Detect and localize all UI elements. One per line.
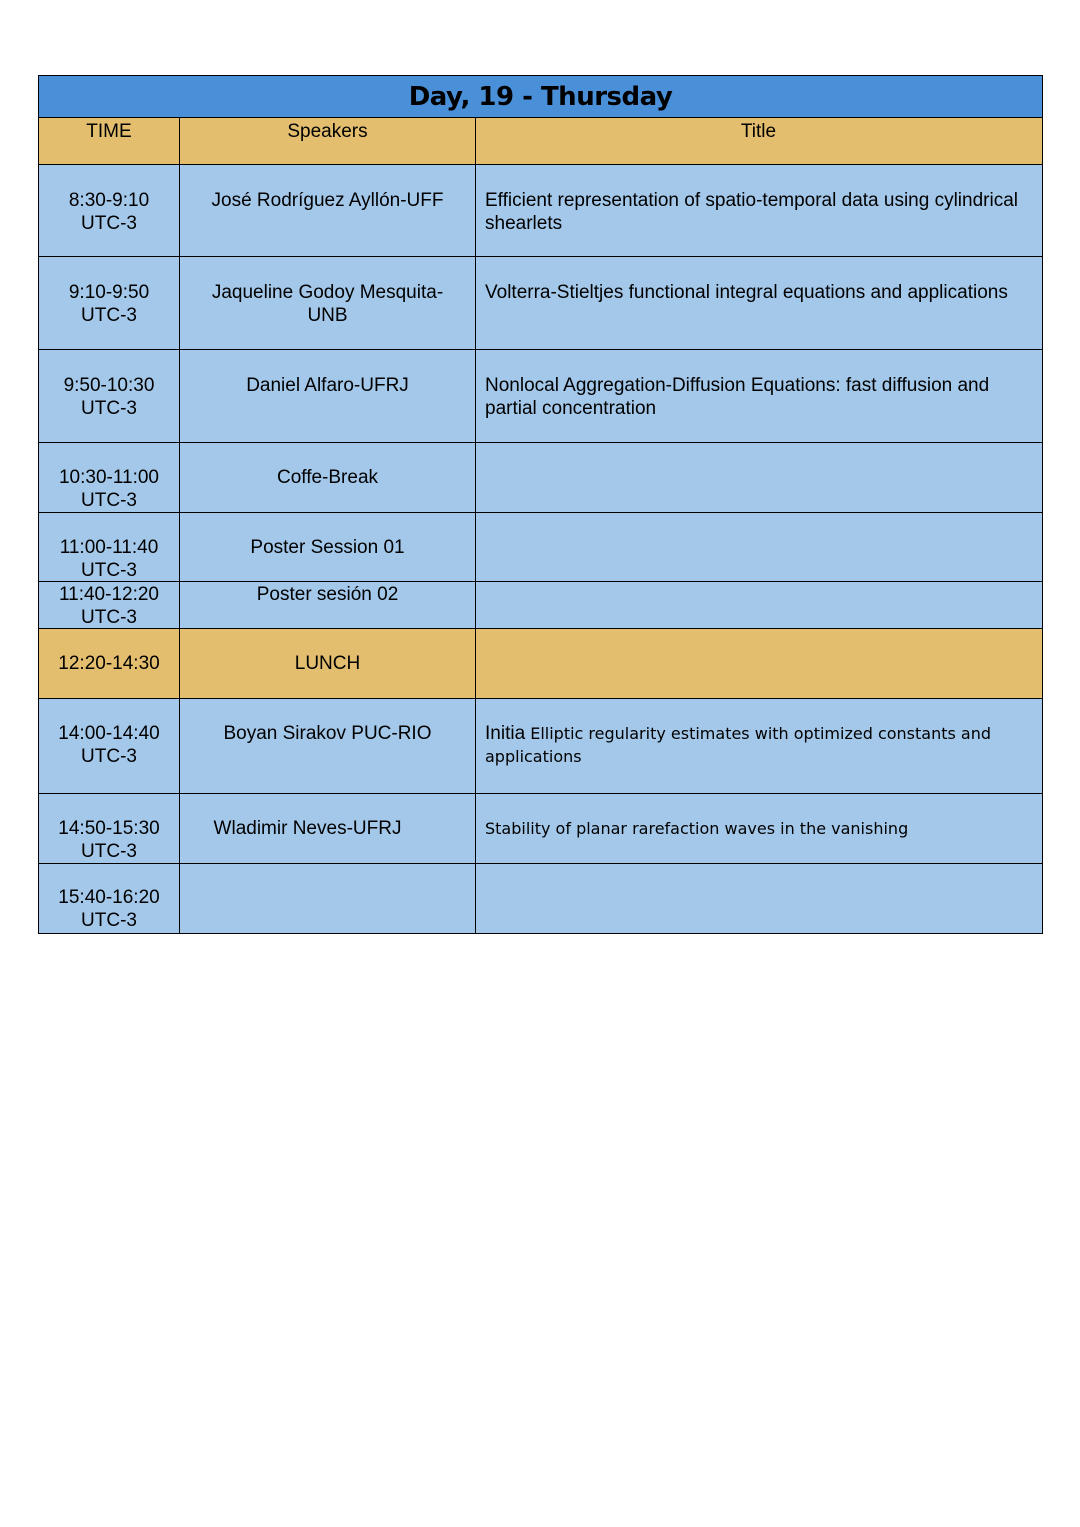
time-cell <box>39 350 180 442</box>
table-row <box>39 864 1042 933</box>
speaker-cell: Wladimir Neves-UFRJ <box>180 794 476 863</box>
header-speakers: Speakers <box>180 118 476 164</box>
speaker-cell: Coffe-Break <box>180 443 476 512</box>
title-cell <box>476 443 1042 512</box>
header-time: TIME <box>39 118 180 164</box>
schedule-table <box>38 75 1043 934</box>
table-row <box>39 443 1042 513</box>
time-cell <box>39 699 180 793</box>
speaker-cell: José Rodríguez Ayllón-UFF <box>180 165 476 256</box>
time-range: 8:30-9:10 <box>68 190 150 211</box>
timezone: UTC-3 <box>81 213 137 234</box>
speaker-cell: Poster sesión 02 <box>180 582 476 628</box>
timezone: UTC-3 <box>81 560 137 581</box>
header-title: Title <box>740 121 777 142</box>
title-cell <box>476 629 1042 698</box>
time-range: 14:00-14:40 <box>58 723 160 744</box>
table-row <box>39 257 1042 350</box>
table-row <box>39 582 1042 629</box>
speaker-cell: LUNCH <box>180 629 476 698</box>
table-row <box>39 350 1042 443</box>
title-lead: Initia <box>485 723 526 744</box>
table-row <box>39 794 1042 864</box>
speaker-cell: Boyan Sirakov PUC-RIO <box>180 699 476 793</box>
timezone: UTC-3 <box>81 607 137 628</box>
title-cell <box>476 582 1042 628</box>
title-cell <box>476 699 1042 793</box>
speaker-cell: Daniel Alfaro-UFRJ <box>180 350 476 442</box>
time-cell <box>39 257 180 349</box>
time-cell <box>39 794 180 863</box>
table-row <box>39 165 1042 257</box>
time-range: 12:20-14:30 <box>58 653 160 674</box>
lunch-row <box>39 629 1042 699</box>
time-range: 10:30-11:00 <box>58 467 159 488</box>
time-cell <box>39 443 180 512</box>
table-row <box>39 513 1042 582</box>
time-range: 11:40-12:20 <box>58 584 159 605</box>
title-cell <box>476 513 1042 581</box>
day-banner: Day, 19 - Thursday <box>39 76 1042 118</box>
speaker-cell <box>180 864 476 933</box>
timezone: UTC-3 <box>81 841 137 862</box>
time-cell <box>39 864 180 933</box>
time-range: 15:40-16:20 <box>58 887 160 908</box>
time-cell <box>39 513 180 581</box>
speaker-cell: Jaqueline Godoy Mesquita-UNB <box>180 257 476 349</box>
timezone: UTC-3 <box>81 746 137 767</box>
timezone: UTC-3 <box>81 490 137 511</box>
title-cell: Stability of planar rarefaction waves in the vanishing <box>485 819 909 838</box>
title-cell <box>476 864 1042 933</box>
time-cell <box>39 165 180 256</box>
timezone: UTC-3 <box>81 910 137 931</box>
timezone: UTC-3 <box>81 398 137 419</box>
title-cell: Nonlocal Aggregation-Diffusion Equations: fast diffusion and partial concentration <box>485 375 990 419</box>
time-range: 14:50-15:30 <box>58 818 160 839</box>
table-row <box>39 699 1042 794</box>
timezone: UTC-3 <box>81 305 137 326</box>
speaker-cell: Poster Session 01 <box>180 513 476 581</box>
time-range: 9:10-9:50 <box>68 282 150 303</box>
title-text: Elliptic regularity estimates with optimized constants and applications <box>485 724 992 766</box>
time-range: 11:00-11:40 <box>59 537 159 558</box>
time-cell <box>39 582 180 628</box>
title-cell: Efficient representation of spatio-temporal data using cylindrical shearlets <box>485 190 1018 234</box>
time-range: 9:50-10:30 <box>63 375 155 396</box>
title-cell: Volterra-Stieltjes functional integral equations and applications <box>485 282 1008 303</box>
time-cell <box>39 629 180 698</box>
header-row <box>39 118 1042 165</box>
